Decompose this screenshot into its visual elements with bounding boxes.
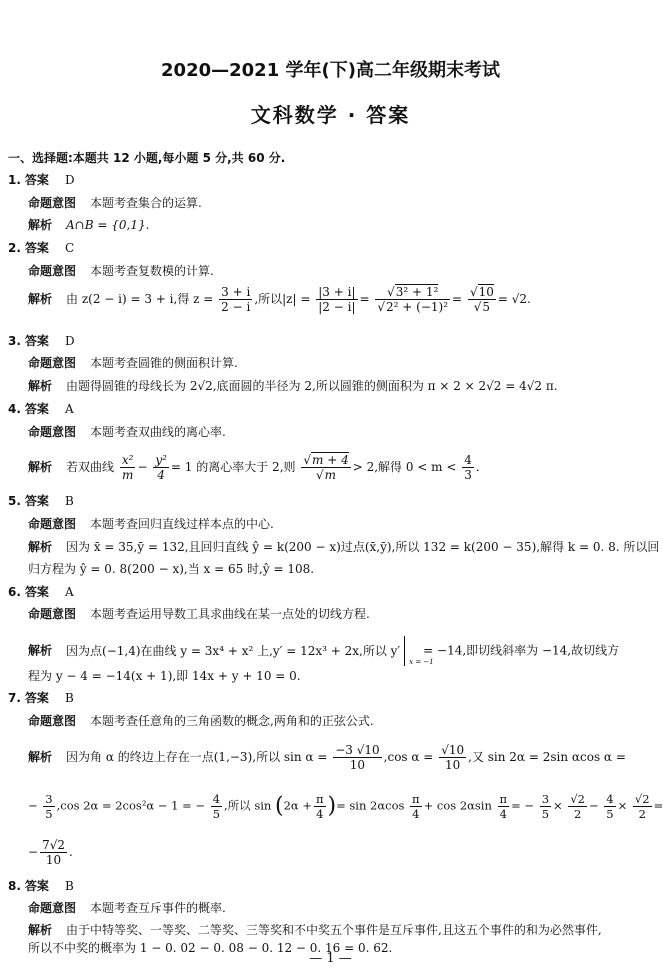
question-1-intent: 命题意图 本题考查集合的运算. [28, 196, 202, 210]
question-7-analysis-line2: − $\frac{3}{5}$ ,cos 2α = 2cos²α − 1 = − $\frac{4}{5}$ ,所以 sin (2α + $\frac{\pi}{4}$ )= sin 2αcos $\frac{\pi}{4}$ + cos 2αsin $\frac{\pi}{4}$ = − $\frac{3}{5}$ × $\frac{√2}{2}$ − $\frac{4}{5}$ × $\frac{√2}{2}$ = [28, 792, 663, 821]
question-8-analysis: 解析 由于中特等奖、一等奖、二等奖、三等奖和不中奖五个事件是互斥事件,且这五个事件的和为必然事件, [28, 923, 602, 937]
fraction: $\frac{√10}{√5}$ [469, 285, 494, 314]
fraction: $\frac{7√2}{10}$ [42, 838, 65, 867]
question-8-intent: 命题意图 本题考查互斥事件的概率. [28, 901, 226, 915]
question-7-intent: 命题意图 本题考查任意角的三角函数的概念,两角和的正弦公式. [28, 714, 374, 728]
fraction: $\frac{\pi}{4}$ [412, 792, 420, 821]
question-1-answer: 1. 答案 D [8, 173, 75, 187]
section-heading: 一、选择题:本题共 12 小题,每小题 5 分,共 60 分. [8, 151, 286, 165]
fraction: $\frac{\text{√3² + 1²}}{\text{√2² + (−1)²}}$ [377, 285, 449, 314]
question-4-intent: 命题意图 本题考查双曲线的离心率. [28, 425, 226, 439]
question-4-analysis: 解析 若双曲线 $\frac{\text{x²}}{m}$ − $\frac{\text{y²}}{4}$ = 1 的离心率大于 2,则 $\frac{√m + 4}{√m}$ > 2,解得 0 < m < $\frac{4}{3}$ . [28, 453, 480, 482]
fraction: $\frac{-3 √10}{10}$ [335, 743, 380, 772]
question-6-intent: 命题意图 本题考查运用导数工具求曲线在某一点处的切线方程. [28, 607, 370, 621]
page-number: — 1 — [309, 951, 352, 966]
question-4-answer: 4. 答案 A [8, 402, 74, 416]
question-5-analysis: 解析 因为 x̄ = 35,ȳ = 132,且回归直线 ŷ = k(200 − x)过点(x̄,ȳ),所以 132 = k(200 − 35),解得 k = 0. 8. 所以回 [28, 540, 660, 554]
question-5-analysis-cont: 归方程为 ŷ = 0. 8(200 − x),当 x = 65 时,ŷ = 108. [28, 562, 315, 576]
question-2-answer: 2. 答案 C [8, 241, 75, 255]
fraction: $\frac{3}{5}$ [541, 792, 550, 821]
question-8-analysis-cont: 所以不中奖的概率为 1 − 0. 02 − 0. 08 − 0. 12 − 0. 16 = 0. 62. [28, 941, 393, 955]
fraction: $\frac{4}{5}$ [212, 792, 221, 821]
fraction: $\frac{\pi}{4}$ [315, 792, 324, 821]
fraction: $\frac{|3 + i|}{|2 - i|}$ [318, 285, 356, 314]
fraction: $\frac{√10}{10}$ [441, 743, 465, 772]
fraction: $\frac{4}{3}$ [464, 453, 472, 482]
question-6-answer: 6. 答案 A [8, 585, 74, 599]
question-7-answer: 7. 答案 B [8, 691, 74, 705]
exam-subtitle: 文科数学 · 答案 [250, 103, 411, 127]
question-3-analysis: 解析 由题得圆锥的母线长为 2√2,底面圆的半径为 2,所以圆锥的侧面积为 π × 2 × 2√2 = 4√2 π. [28, 379, 558, 393]
question-2-intent: 命题意图 本题考查复数模的计算. [28, 264, 214, 278]
fraction: $\frac{4}{5}$ [606, 792, 614, 821]
question-7-analysis-line3: − $\frac{7√2}{10}$ . [28, 838, 73, 867]
fraction: $\frac{\text{x²}}{m}$ [121, 453, 134, 482]
question-3-answer: 3. 答案 D [8, 334, 75, 348]
evaluation-bar: x = −1 [404, 636, 419, 666]
fraction: $\frac{√2}{2}$ [570, 792, 585, 821]
question-5-answer: 5. 答案 B [8, 494, 74, 508]
question-8-answer: 8. 答案 B [8, 879, 74, 893]
question-3-intent: 命题意图 本题考查圆锥的侧面积计算. [28, 356, 238, 370]
question-2-analysis: 解析 由 z(2 − i) = 3 + i,得 z = $\frac{3 + i}{2 - i}$ ,所以|z| = $\frac{|3 + i|}{|2 - i|}$ = $\frac{\text{√3² + 1²}}{\text{√2² + (−1)²}}$ = $\frac{√10}{√5}$ = √2. [28, 285, 531, 314]
fraction: $\frac{3}{5}$ [45, 792, 53, 821]
fraction: $\frac{√m + 4}{√m}$ [303, 453, 349, 482]
fraction: $\frac{\pi}{4}$ [499, 792, 508, 821]
question-6-analysis-cont: 程为 y − 4 = −14(x + 1),即 14x + y + 10 = 0. [28, 669, 301, 683]
fraction: $\frac{√2}{2}$ [634, 792, 650, 821]
question-5-intent: 命题意图 本题考查回归直线过样本点的中心. [28, 517, 274, 531]
fraction: $\frac{\text{y²}}{4}$ [155, 453, 167, 482]
question-6-analysis: 解析 因为点(−1,4)在曲线 y = 3x⁴ + x² 上,y′ = 12x³ + 2x,所以 y′ x = −1 = −14,即切线斜率为 −14,故切线方 [28, 636, 619, 666]
exam-title: 2020—2021 学年(下)高二年级期末考试 [161, 60, 500, 81]
fraction: $\frac{3 + i}{2 - i}$ [221, 285, 251, 314]
question-7-analysis: 解析 因为角 α 的终边上存在一点(1,−3),所以 sin α = $\frac{-3 √10}{10}$ ,cos α = $\frac{√10}{10}$ ,又 sin 2α = 2sin αcos α = [28, 743, 626, 772]
question-1-analysis: 解析 A∩B = {0,1}. [28, 218, 150, 232]
